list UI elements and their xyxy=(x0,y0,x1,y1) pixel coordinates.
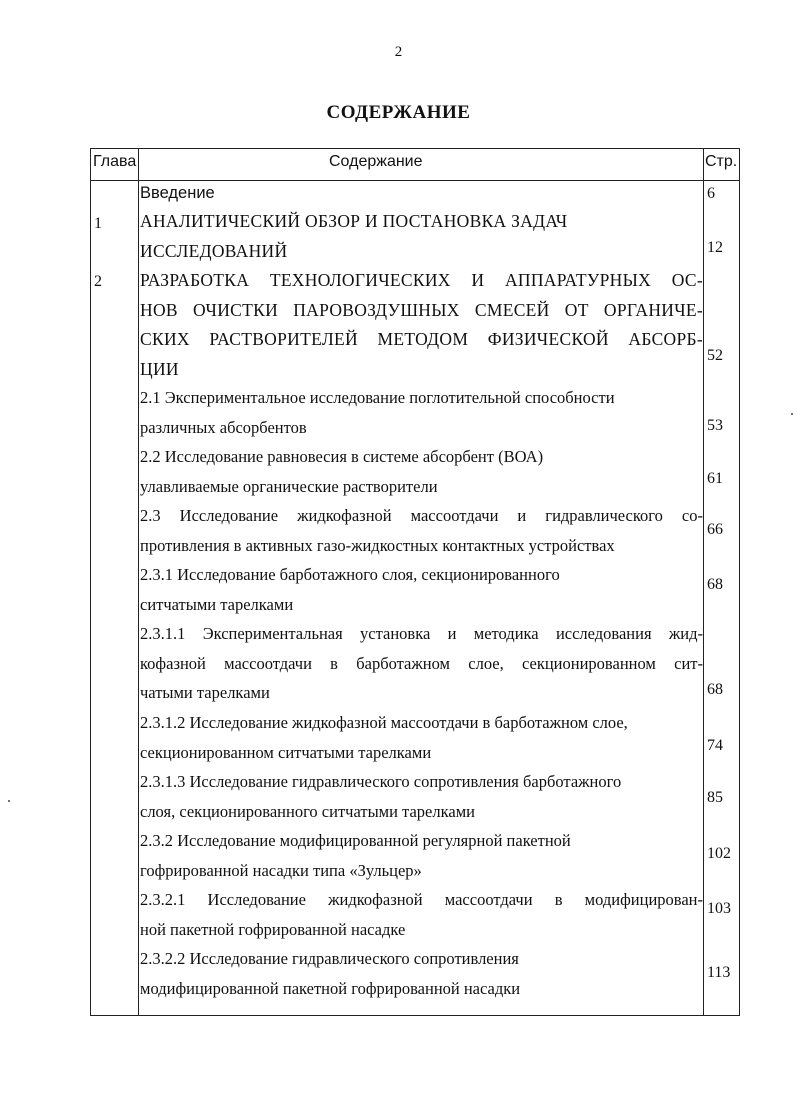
header-page: Стр. xyxy=(705,153,738,170)
entry-line: 2.1 Экспериментальное исследование поглотительной способности xyxy=(140,388,615,407)
entry-chapter: 1 xyxy=(94,215,102,232)
entry-line: ИССЛЕДОВАНИЙ xyxy=(140,240,288,261)
entry-page: 68 xyxy=(707,576,723,593)
entry-line: кофазной массоотдачи в барботажном слое, секционированном сит- xyxy=(140,653,703,673)
entry-line: 2.3.1.1 Экспериментальная установка и методика исследования жид- xyxy=(140,624,703,643)
page-number: 2 xyxy=(394,44,403,60)
entry-page: 113 xyxy=(707,964,731,981)
entry-line: 2.2 Исследование равновесия в системе абсорбент (ВОА) xyxy=(140,447,544,466)
entry-line: различных абсорбентов xyxy=(140,417,307,437)
entry-page: 52 xyxy=(707,347,723,364)
header-chapter: Глава xyxy=(93,153,137,170)
entry-line: 2.3.2 Исследование модифицированной регулярной пакетной xyxy=(140,831,571,850)
entry-line: ЦИИ xyxy=(140,358,179,379)
entry-page: 53 xyxy=(707,417,723,434)
entry-line: секционированном ситчатыми тарелками xyxy=(140,742,432,762)
entry-line: 2.3.2.2 Исследование гидравлического сопротивления xyxy=(140,949,519,968)
entry-line: слоя, секционированного ситчатыми тарелками xyxy=(140,801,475,821)
entry-line: 2.3.1.2 Исследование жидкофазной массоотдачи в барботажном слое, xyxy=(140,713,628,732)
header-content: Содержание xyxy=(329,153,423,170)
entry-page: 74 xyxy=(707,737,723,754)
entry-line: НОВ ОЧИСТКИ ПАРОВОЗДУШНЫХ СМЕСЕЙ ОТ ОРГАНИЧЕ- xyxy=(140,299,703,320)
entry-page: 85 xyxy=(707,789,723,806)
entry-page: 61 xyxy=(707,470,723,487)
scan-speck xyxy=(8,800,10,802)
entry-line: модифицированной пакетной гофрированной насадки xyxy=(140,978,521,998)
entry-page: 12 xyxy=(707,239,723,256)
entry-chapter: 2 xyxy=(94,273,102,290)
entry-line: ной пакетной гофрированной насадке xyxy=(140,919,406,939)
scan-speck xyxy=(791,413,793,415)
entry-page: 6 xyxy=(707,185,715,202)
entry-line: СКИХ РАСТВОРИТЕЛЕЙ МЕТОДОМ ФИЗИЧЕСКОЙ АБСОРБ- xyxy=(140,329,703,349)
entry-line: противления в активных газо-жидкостных контактных устройствах xyxy=(140,535,615,555)
entry-line: чатыми тарелками xyxy=(140,683,270,702)
contents-table xyxy=(90,148,740,1016)
entry-line: гофрированной насадки типа «Зульцер» xyxy=(140,860,422,880)
entry-line: Введение xyxy=(140,184,215,202)
column-divider xyxy=(703,149,704,1015)
entry-line: 2.3 Исследование жидкофазной массоотдачи и гидравлического со- xyxy=(140,506,703,525)
entry-line: улавливаемые органические растворители xyxy=(140,476,438,496)
entry-page: 66 xyxy=(707,521,723,538)
entry-page: 102 xyxy=(707,845,731,862)
page-title: СОДЕРЖАНИЕ xyxy=(326,102,471,123)
entry-line: 2.3.1 Исследование барботажного слоя, секционированного xyxy=(140,565,560,584)
table-header xyxy=(91,149,739,181)
entry-page: 68 xyxy=(707,681,723,698)
entry-page: 103 xyxy=(707,900,731,917)
entry-line: 2.3.1.3 Исследование гидравлического сопротивления барботажного xyxy=(140,772,622,791)
entry-line: АНАЛИТИЧЕСКИЙ ОБЗОР И ПОСТАНОВКА ЗАДАЧ xyxy=(140,211,568,231)
column-divider xyxy=(138,149,139,1015)
entry-line: 2.3.2.1 Исследование жидкофазной массоотдачи в модифицирован- xyxy=(140,890,703,909)
entry-line: ситчатыми тарелками xyxy=(140,594,294,614)
entry-line: РАЗРАБОТКА ТЕХНОЛОГИЧЕСКИХ И АППАРАТУРНЫХ ОС- xyxy=(140,270,703,290)
